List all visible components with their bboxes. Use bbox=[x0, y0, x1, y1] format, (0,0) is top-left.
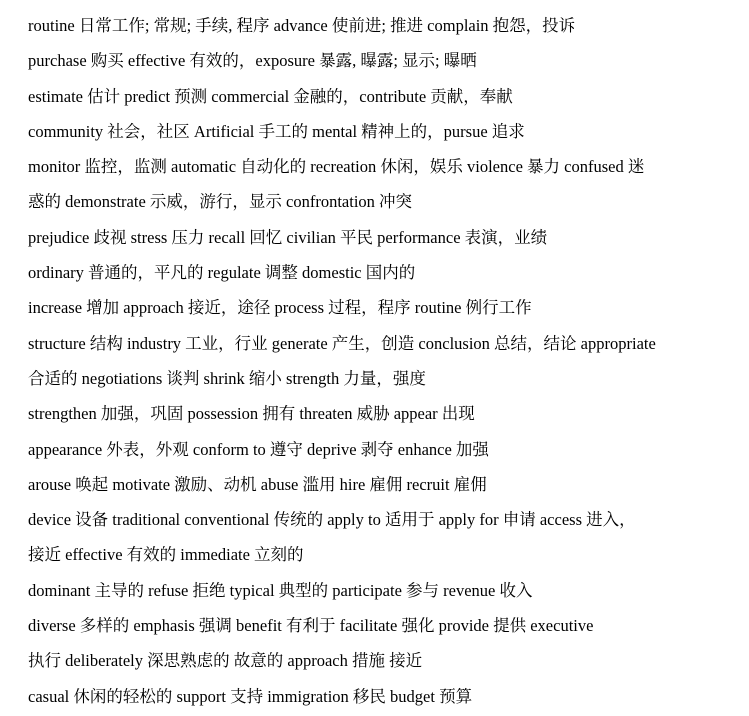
vocab-line-10: structure 结构 industry 工业，行业 generate 产生，创造 conclusion 总结，结论 appropriate bbox=[28, 333, 656, 353]
vocab-line-17: dominant 主导的 refuse 拒绝 typical 典型的 participate 参与 revenue 收入 bbox=[28, 580, 533, 600]
vocab-line-4: community 社会，社区 Artificial 手工的 mental 精神上的，pursue 追求 bbox=[28, 121, 525, 141]
vocab-line-18: diverse 多样的 emphasis 强调 benefit 有利于 facilitate 强化 provide 提供 executive bbox=[28, 616, 594, 636]
vocab-line-15: device 设备 traditional conventional 传统的 apply to 适用于 apply for 申请 access 进入， bbox=[28, 510, 636, 530]
vocab-line-20: casual 休闲的轻松的 support 支持 immigration 移民 budget 预算 bbox=[28, 686, 473, 706]
vocab-line-8: ordinary 普通的，平凡的 regulate 调整 domestic 国内的 bbox=[28, 263, 416, 283]
vocab-line-5: monitor 监控，监测 automatic 自动化的 recreation 休闲，娱乐 violence 暴力 confused 迷 bbox=[28, 157, 645, 177]
vocab-line-7: prejudice 歧视 stress 压力 recall 回忆 civilian 平民 performance 表演，业绩 bbox=[28, 227, 548, 247]
vocab-line-9: increase 增加 approach 接近，途径 process 过程，程序 routine 例行工作 bbox=[28, 298, 532, 318]
vocab-line-16: 接近 effective 有效的 immediate 立刻的 bbox=[28, 545, 304, 565]
vocab-line-11: 合适的 negotiations 谈判 shrink 缩小 strength 力量，强度 bbox=[28, 368, 426, 388]
vocab-line-1: routine 日常工作; 常规; 手续, 程序 advance 使前进; 推进 complain 抱怨，投诉 bbox=[28, 16, 576, 35]
vocab-line-19: 执行 deliberately 深思熟虑的 故意的 approach 措施 接近 bbox=[28, 651, 423, 671]
vocab-line-3: estimate 估计 predict 预测 commercial 金融的，contribute 贡献，奉献 bbox=[28, 86, 513, 106]
vocab-line-13: appearance 外表，外观 conform to 遵守 deprive 剥夺 enhance 加强 bbox=[28, 439, 489, 459]
vocab-line-14: arouse 唤起 motivate 激励、动机 abuse 滥用 hire 雇佣 recruit 雇佣 bbox=[28, 474, 487, 494]
vocab-line-2: purchase 购买 effective 有效的，exposure 暴露, 曝露; 显示; 曝晒 bbox=[28, 51, 477, 71]
vocab-line-12: strengthen 加强，巩固 possession 拥有 threaten 威胁 appear 出现 bbox=[28, 404, 475, 424]
vocab-line-6: 惑的 demonstrate 示威，游行，显示 confrontation 冲突 bbox=[28, 192, 413, 212]
